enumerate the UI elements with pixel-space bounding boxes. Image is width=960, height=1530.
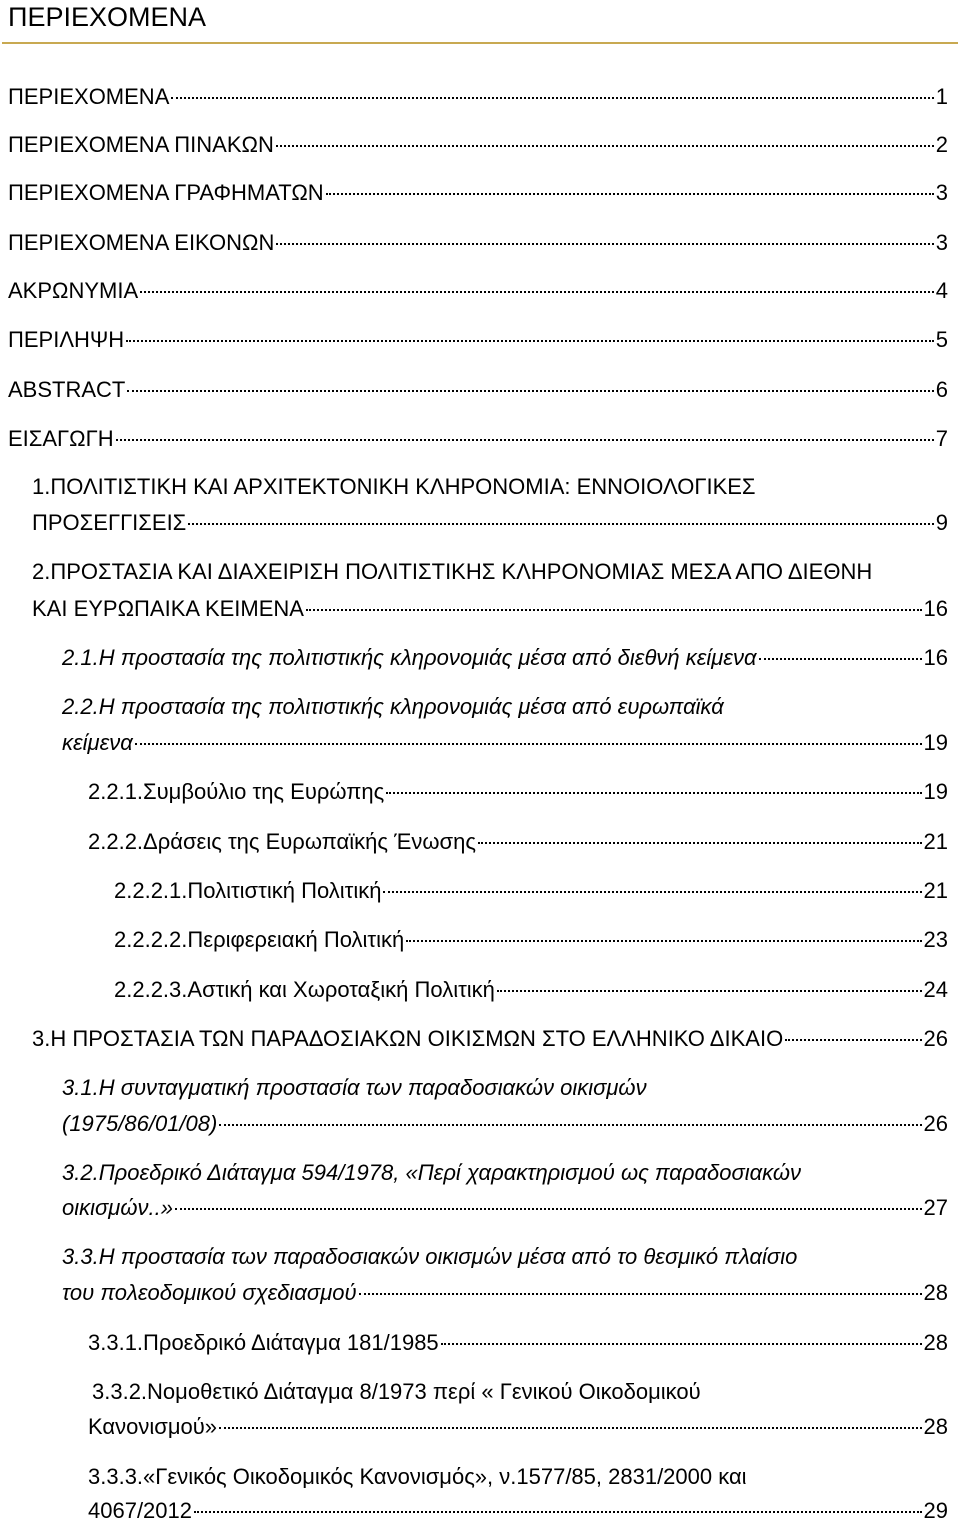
toc-entry-continued[interactable] <box>88 1412 948 1442</box>
toc-entry-label: 3.2.Προεδρικό Διάταγμα 594/1978, «Περί χαρακτηρισμού ως παραδοσιακών <box>62 1160 802 1185</box>
toc-entry-label: 2.2.2.3.Αστική και Χωροταξική Πολιτική <box>114 977 495 1002</box>
toc-entry[interactable] <box>114 975 948 1005</box>
toc-page-number: 26 <box>923 1111 948 1136</box>
toc-leader <box>359 1293 922 1295</box>
toc-entry[interactable] <box>8 82 948 112</box>
toc-entry-label: ΚΑΙ ΕΥΡΩΠΑΙΚΑ ΚΕΙΜΕΝΑ <box>32 596 304 621</box>
toc-entry-label: 2.1.Η προστασία της πολιτιστικής κληρονομιάς μέσα από διεθνή κείμενα <box>62 645 757 670</box>
toc-leader <box>326 193 934 195</box>
toc-entry-label: κείμενα <box>62 730 133 755</box>
toc-leader <box>383 891 921 893</box>
toc-entry[interactable] <box>8 424 948 454</box>
toc-entry[interactable] <box>8 228 948 258</box>
toc-entry-label: του πολεοδομικού σχεδιασμού <box>62 1280 357 1305</box>
toc-entry[interactable] <box>32 557 948 587</box>
toc-leader <box>127 390 933 392</box>
toc-entry[interactable] <box>8 375 948 405</box>
toc-leader <box>175 1208 922 1210</box>
toc-entry-label: Κανονισμού» <box>88 1414 218 1439</box>
toc-page-number: 16 <box>923 645 948 670</box>
toc-page-number: 19 <box>923 779 948 804</box>
toc-entry-continued[interactable] <box>62 1109 948 1139</box>
toc-leader <box>276 243 933 245</box>
toc-leader <box>171 97 933 99</box>
toc-entry-continued[interactable] <box>62 728 948 758</box>
toc-entry[interactable] <box>114 876 948 906</box>
toc-leader <box>194 1511 922 1513</box>
toc-entry-label: ΠΕΡΙΕΧΟΜΕΝΑ ΠΙΝΑΚΩΝ <box>8 132 274 157</box>
toc-page-number: 19 <box>923 730 948 755</box>
toc-entry-label: 3.3.1.Προεδρικό Διάταγμα 181/1985 <box>88 1330 439 1355</box>
toc-entry-label: ΠΕΡΙΕΧΟΜΕΝΑ ΕΙΚΟΝΩΝ <box>8 230 275 255</box>
toc-entry[interactable] <box>62 643 948 673</box>
toc-leader <box>406 940 921 942</box>
toc-entry-label: 3.3.3.«Γενικός Οικοδομικός Κανονισμός», ν.1577/85, 2831/2000 και <box>88 1464 747 1489</box>
toc-entry-label: ΠΡΟΣΕΓΓΙΣΕΙΣ <box>32 510 187 535</box>
toc-leader <box>188 523 933 525</box>
toc-page-number: 28 <box>923 1414 948 1439</box>
toc-entry[interactable] <box>62 692 948 722</box>
toc-entry-continued[interactable] <box>88 1496 948 1526</box>
toc-entry[interactable] <box>62 1073 948 1103</box>
toc-entry-label: 3.3.Η προστασία των παραδοσιακών οικισμών μέσα από το θεσμικό πλαίσιο <box>62 1244 798 1269</box>
toc-page-number: 2 <box>935 132 948 157</box>
page-title: ΠΕΡΙΕΧΟΜΕΝΑ <box>8 2 207 32</box>
toc-page-number: 24 <box>923 977 948 1002</box>
toc-page-number: 23 <box>923 927 948 952</box>
toc-entry-label: ΠΕΡΙΕΧΟΜΕΝΑ <box>8 84 170 109</box>
toc-entry[interactable] <box>88 777 948 807</box>
toc-entry[interactable] <box>62 1242 948 1272</box>
title-divider <box>2 42 958 44</box>
toc-entry-label: ΠΕΡΙΛΗΨΗ <box>8 327 125 352</box>
toc-entry-label: 3.3.2.Νομοθετικό Διάταγμα 8/1973 περί « Γενικού Οικοδομικού <box>92 1379 701 1404</box>
toc-leader <box>497 990 922 992</box>
toc-entry[interactable] <box>114 925 948 955</box>
toc-page-number: 26 <box>923 1026 948 1051</box>
toc-entry[interactable] <box>8 178 948 208</box>
toc-leader <box>135 743 922 745</box>
toc-entry-label: οικισμών..» <box>62 1195 173 1220</box>
toc-entry-label: ΠΕΡΙΕΧΟΜΕΝΑ ΓΡΑΦΗΜΑΤΩΝ <box>8 180 324 205</box>
toc-page-number: 28 <box>923 1280 948 1305</box>
toc-page-number: 7 <box>935 426 948 451</box>
toc-page-number: 4 <box>935 278 948 303</box>
toc-leader <box>441 1343 922 1345</box>
toc-entry[interactable] <box>92 1377 948 1407</box>
toc-leader <box>478 842 922 844</box>
toc-entry[interactable] <box>88 1328 948 1358</box>
toc-page-number: 29 <box>923 1498 948 1523</box>
toc-entry[interactable] <box>32 472 948 502</box>
toc-leader <box>276 145 934 147</box>
toc-entry[interactable] <box>8 130 948 160</box>
toc-entry-label: 1.ΠΟΛΙΤΙΣΤΙΚΗ ΚΑΙ ΑΡΧΙΤΕΚΤΟΝΙΚΗ ΚΛΗΡΟΝΟΜΙΑ: ΕΝΝΟΙΟΛΟΓΙΚΕΣ <box>32 474 756 499</box>
toc-page-number: 9 <box>935 510 948 535</box>
toc-leader <box>306 609 922 611</box>
toc-page-number: 3 <box>935 180 948 205</box>
toc-leader <box>759 658 922 660</box>
toc-leader <box>219 1124 921 1126</box>
toc-entry-label: 3.Η ΠΡΟΣΤΑΣΙΑ ΤΩΝ ΠΑΡΑΔΟΣΙΑΚΩΝ ΟΙΚΙΣΜΩΝ ΣΤΟ ΕΛΛΗΝΙΚΟ ΔΙΚΑΙΟ <box>32 1026 784 1051</box>
toc-entry-label: 3.1.Η συνταγματική προστασία των παραδοσιακών οικισμών <box>62 1075 647 1100</box>
toc-entry-continued[interactable] <box>32 508 948 538</box>
toc-page-number: 6 <box>935 377 948 402</box>
toc-entry-label: 2.2.1.Συμβούλιο της Ευρώπης <box>88 779 385 804</box>
toc-entry-label: ΑΚΡΩΝΥΜΙΑ <box>8 278 139 303</box>
toc-entry[interactable] <box>88 1462 948 1492</box>
toc-entry-label: 2.2.2.Δράσεις της Ευρωπαϊκής Ένωσης <box>88 829 476 854</box>
toc-entry-label: 2.2.2.1.Πολιτιστική Πολιτική <box>114 878 382 903</box>
toc-page-number: 21 <box>923 878 948 903</box>
toc-entry-label: (1975/86/01/08) <box>62 1111 218 1136</box>
toc-entry-label: 2.ΠΡΟΣΤΑΣΙΑ ΚΑΙ ΔΙΑΧΕΙΡΙΣΗ ΠΟΛΙΤΙΣΤΙΚΗΣ ΚΛΗΡΟΝΟΜΙΑΣ ΜΕΣΑ ΑΠΟ ΔΙΕΘΝΗ <box>32 559 873 584</box>
toc-leader <box>219 1427 922 1429</box>
toc-page-number: 5 <box>935 327 948 352</box>
toc-page-number: 3 <box>935 230 948 255</box>
toc-page-number: 1 <box>935 84 948 109</box>
toc-page-number: 16 <box>923 596 948 621</box>
toc-page-number: 21 <box>923 829 948 854</box>
toc-leader <box>126 340 934 342</box>
toc-entry[interactable] <box>8 276 948 306</box>
toc-leader <box>140 291 934 293</box>
toc-page-number: 28 <box>923 1330 948 1355</box>
toc-entry-continued[interactable] <box>62 1278 948 1308</box>
toc-entry-label: ΕΙΣΑΓΩΓΗ <box>8 426 114 451</box>
toc-entry-continued[interactable] <box>62 1193 948 1223</box>
toc-entry[interactable] <box>62 1158 948 1188</box>
toc-leader <box>785 1039 921 1041</box>
toc-leader <box>116 439 934 441</box>
toc-entry-label: 2.2.2.2.Περιφερειακή Πολιτική <box>114 927 405 952</box>
toc-entry-label: ABSTRACT <box>8 377 126 402</box>
toc-leader <box>386 792 921 794</box>
toc-entry-continued[interactable] <box>32 594 948 624</box>
toc-entry[interactable] <box>32 1024 948 1054</box>
toc-entry[interactable] <box>88 827 948 857</box>
toc-page-number: 27 <box>923 1195 948 1220</box>
toc-entry-label: 4067/2012 <box>88 1498 192 1523</box>
toc-entry-label: 2.2.Η προστασία της πολιτιστικής κληρονομιάς μέσα από ευρωπαϊκά <box>62 694 724 719</box>
toc-entry[interactable] <box>8 325 948 355</box>
